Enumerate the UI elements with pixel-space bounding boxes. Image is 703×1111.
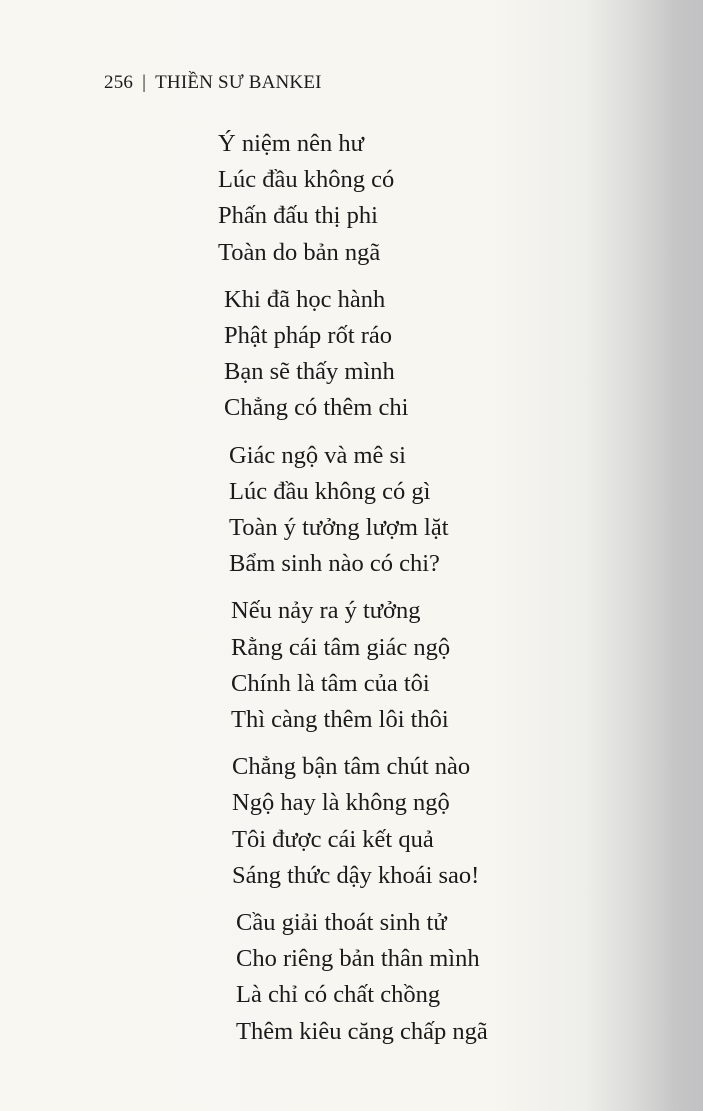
poem-line: Toàn do bản ngã [218, 238, 381, 266]
poem-line: Thêm kiêu căng chấp ngã [236, 1017, 488, 1045]
page-number: 256 [104, 72, 134, 93]
header-separator: | [142, 72, 147, 93]
stanza-6 [236, 905, 618, 1050]
stanza-3 [229, 438, 618, 583]
poem-line: Chính là tâm của tôi [231, 669, 430, 697]
poem-line: Cầu giải thoát sinh tử [236, 909, 447, 937]
poem-line: Toàn ý tưởng lượm lặt [229, 514, 449, 542]
stanza-1 [218, 126, 618, 271]
poem-line: Cho riêng bản thân mình [236, 945, 480, 973]
poem-line: Bạn sẽ thấy mình [224, 358, 395, 386]
poem-line: Ngộ hay là không ngộ [232, 789, 450, 817]
poem-line: Phấn đấu thị phi [218, 202, 378, 230]
poem-line: Khi đã học hành [224, 285, 386, 313]
poem-line: Phật pháp rốt ráo [224, 322, 393, 350]
stanza-5 [232, 749, 618, 894]
poem-line: Bẩm sinh nào có chi? [229, 550, 440, 578]
poem-line: Chẳng bận tâm chút nào [232, 753, 471, 781]
book-title: THIỀN SƯ BANKEI [155, 72, 322, 93]
poem-line: Sáng thức dậy khoái sao! [232, 861, 480, 889]
poem-line: Chẳng có thêm chi [224, 394, 409, 422]
poem-line: Giác ngộ và mê si [229, 441, 406, 469]
poem-line: Lúc đầu không có gì [229, 477, 431, 505]
poem-line: Là chỉ có chất chồng [236, 981, 441, 1009]
poem-line: Rằng cái tâm giác ngộ [231, 633, 451, 661]
poem-line: Lúc đầu không có [218, 166, 395, 194]
poem [218, 126, 618, 1061]
poem-line: Nếu nảy ra ý tưởng [231, 597, 421, 625]
stanza-2 [224, 282, 618, 427]
running-head [104, 72, 322, 94]
poem-line: Ý niệm nên hư [218, 130, 364, 157]
stanza-4 [231, 593, 618, 738]
poem-line: Thì càng thêm lôi thôi [231, 706, 449, 734]
poem-line: Tôi được cái kết quả [232, 825, 434, 853]
